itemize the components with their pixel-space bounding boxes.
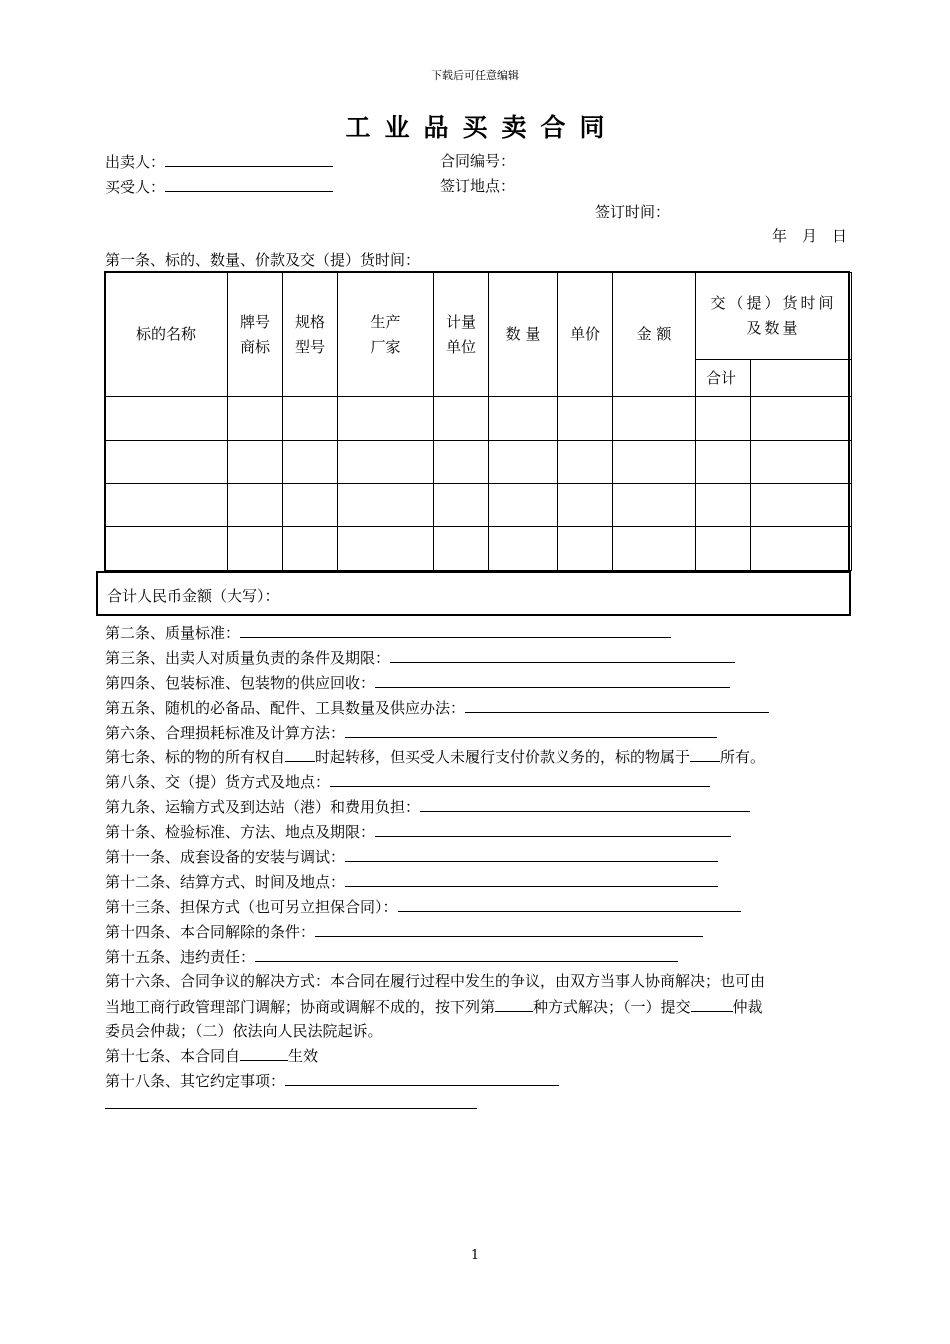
table-row[interactable] <box>105 527 852 571</box>
header-note: 下载后可任意编辑 <box>431 69 519 82</box>
clause-7-blank-2[interactable] <box>690 745 720 762</box>
table-row[interactable] <box>105 441 852 484</box>
document-title: 工业品买卖合同 <box>345 113 619 142</box>
col-price-header: 单价 <box>558 273 613 397</box>
col-total-header: 合计 <box>696 360 751 397</box>
clause-11[interactable]: 第十一条、成套设备的安装与调试： <box>105 845 718 867</box>
clause-17-blank[interactable] <box>240 1044 288 1061</box>
col-maker-header: 生产 厂家 <box>338 273 434 397</box>
clause-3[interactable]: 第三条、出卖人对质量负责的条件及期限： <box>105 646 735 668</box>
clause-10[interactable]: 第十条、检验标准、方法、地点及期限： <box>105 820 731 842</box>
clause-12[interactable]: 第十二条、结算方式、时间及地点： <box>105 870 718 892</box>
clause-18-blank[interactable] <box>285 1069 559 1086</box>
clause-7[interactable]: 第七条、标的物的所有权自 时起转移，但买受人未履行支付价款义务的，标的物属于 所有。 <box>105 745 765 767</box>
clause-5-blank[interactable] <box>465 696 769 713</box>
clause-4-blank[interactable] <box>375 671 730 688</box>
clause-13-blank[interactable] <box>398 895 741 912</box>
col-qty-header: 数 量 <box>489 273 558 397</box>
table-header-row <box>105 273 852 360</box>
col-delivery-header: 交（提）货时间 及数量 <box>696 273 852 360</box>
clause-15-blank[interactable] <box>255 945 678 962</box>
clause-10-blank[interactable] <box>375 820 731 837</box>
buyer-label: 买受人： <box>105 178 166 196</box>
clause-16-line-1: 第十六条、合同争议的解决方式：本合同在履行过程中发生的争议，由双方当事人协商解决；也可由 <box>105 972 766 990</box>
clause-6-blank[interactable] <box>345 721 717 738</box>
clause-18[interactable]: 第十八条、其它约定事项： <box>105 1069 559 1091</box>
clause-15[interactable]: 第十五条、违约责任： <box>105 945 678 967</box>
extra-blank-line[interactable] <box>105 1108 477 1109</box>
total-rmb-label: 合计人民币金额（大写）： <box>107 587 280 605</box>
clause-17[interactable]: 第十七条、本合同自 生效 <box>105 1044 318 1066</box>
buyer-field[interactable] <box>105 175 333 197</box>
clause-11-blank[interactable] <box>345 845 718 862</box>
goods-table <box>104 272 852 571</box>
clause-16-blank-1[interactable] <box>495 995 533 1012</box>
clause-14-blank[interactable] <box>315 920 703 937</box>
col-brand-header: 牌号 商标 <box>228 273 283 397</box>
clause-5[interactable]: 第五条、随机的必备品、配件、工具数量及供应办法： <box>105 696 769 718</box>
sign-time-label: 签订时间： <box>595 203 671 221</box>
clause-3-blank[interactable] <box>390 646 735 663</box>
table-row[interactable] <box>105 484 852 527</box>
seller-label: 出卖人： <box>105 153 166 171</box>
clause-2-blank[interactable] <box>240 621 671 638</box>
clause-14[interactable]: 第十四条、本合同解除的条件： <box>105 920 703 942</box>
clause-16-blank-2[interactable] <box>691 995 733 1012</box>
col-spec-header: 规格 型号 <box>283 273 338 397</box>
clause-9[interactable]: 第九条、运输方式及到达站（港）和费用负担： <box>105 795 750 817</box>
clause-16-line-2[interactable]: 当地工商行政管理部门调解；协商或调解不成的，按下列第 种方式解决；（一）提交 仲裁 <box>105 995 763 1017</box>
page-number: 1 <box>470 1248 480 1263</box>
article1-heading: 第一条、标的、数量、价款及交（提）货时间： <box>105 251 421 269</box>
date-label: 年 月 日 <box>772 227 848 245</box>
clause-9-blank[interactable] <box>420 795 750 812</box>
clause-7-blank-1[interactable] <box>285 745 315 762</box>
clause-16-line-3: 委员会仲裁；（二）依法向人民法院起诉。 <box>105 1022 383 1040</box>
clause-8[interactable]: 第八条、交（提）货方式及地点： <box>105 770 710 792</box>
buyer-blank[interactable] <box>165 175 333 192</box>
col-unit-header: 计量 单位 <box>434 273 489 397</box>
col-delivery-blank <box>751 360 852 397</box>
table-row[interactable] <box>105 397 852 441</box>
clause-4[interactable]: 第四条、包装标准、包装物的供应回收： <box>105 671 730 693</box>
seller-field[interactable] <box>105 150 333 172</box>
clause-2[interactable]: 第二条、质量标准： <box>105 621 671 643</box>
col-name-header: 标的名称 <box>105 273 228 397</box>
total-rmb-box[interactable] <box>96 571 851 616</box>
clause-13[interactable]: 第十三条、担保方式（也可另立担保合同）： <box>105 895 741 917</box>
sign-place-label: 签订地点： <box>440 177 516 195</box>
contract-no-label: 合同编号： <box>440 152 516 170</box>
clause-6[interactable]: 第六条、合理损耗标准及计算方法： <box>105 721 717 743</box>
clause-8-blank[interactable] <box>330 770 710 787</box>
col-amount-header: 金 额 <box>613 273 696 397</box>
clause-12-blank[interactable] <box>345 870 718 887</box>
seller-blank[interactable] <box>165 150 333 167</box>
